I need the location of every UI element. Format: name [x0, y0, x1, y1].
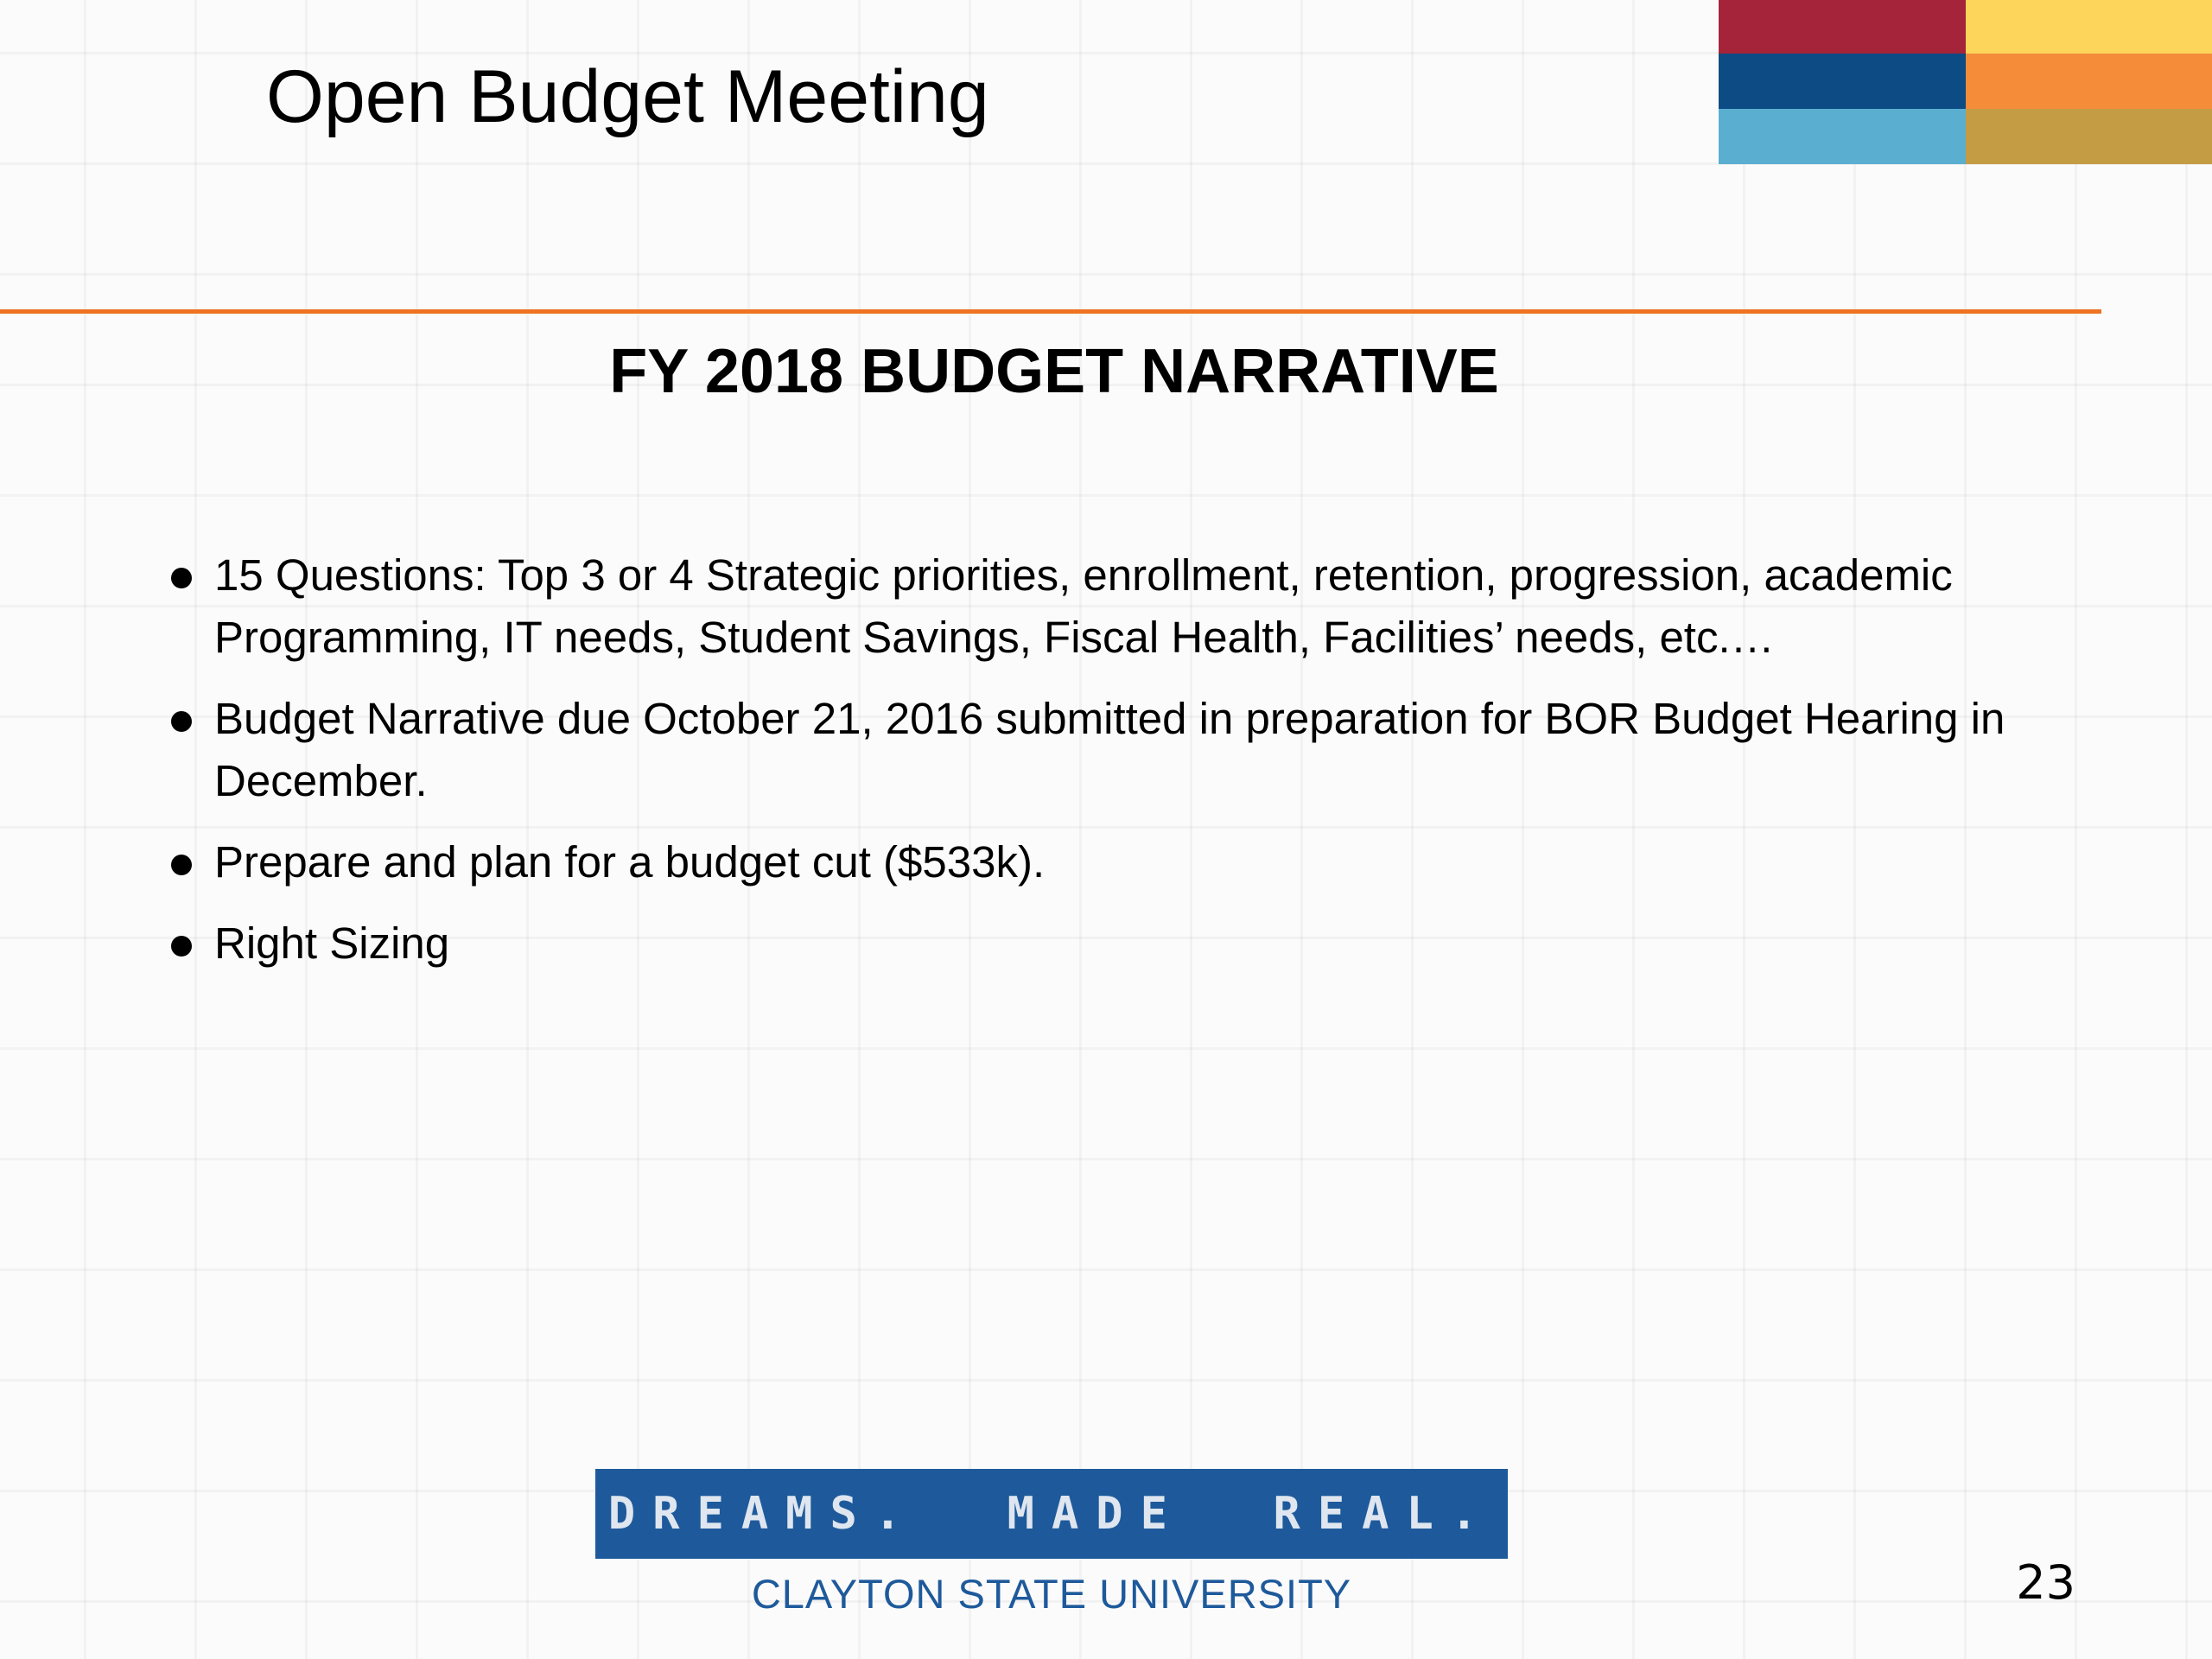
color-block-crimson — [1719, 0, 1966, 54]
bullet-dot-icon — [171, 568, 192, 588]
bullet-text: Right Sizing — [214, 918, 450, 968]
bullet-list — [164, 544, 2100, 994]
color-block-navy — [1719, 54, 1966, 109]
color-block-orange — [1966, 54, 2212, 109]
bullet-dot-icon — [171, 936, 192, 957]
bullet-text: Budget Narrative due October 21, 2016 submitted in preparation for BOR Budget Hearing in December. — [214, 694, 2005, 805]
bullet-item — [164, 831, 2100, 893]
slogan-text: DREAMS. MADE REAL. — [607, 1488, 1496, 1540]
bullet-item — [164, 544, 2100, 669]
bullet-item — [164, 688, 2100, 812]
bullet-item — [164, 912, 2100, 975]
color-block-yellow — [1966, 0, 2212, 54]
university-name: CLAYTON STATE UNIVERSITY — [751, 1571, 1352, 1617]
section-heading: FY 2018 BUDGET NARRATIVE — [609, 337, 1499, 406]
decorative-color-blocks — [1719, 0, 2212, 164]
color-block-lightblue — [1719, 109, 1966, 164]
page-number: 23 — [2016, 1555, 2075, 1610]
bullet-text: 15 Questions: Top 3 or 4 Strategic priorities, enrollment, retention, progression, academic Programming, IT needs, Student Savings, Fiscal Health, Facilities’ needs, etc.… — [214, 550, 1953, 662]
bullet-dot-icon — [171, 855, 192, 875]
bullet-text: Prepare and plan for a budget cut ($533k). — [214, 837, 1046, 887]
color-block-gold — [1966, 109, 2212, 164]
bullet-dot-icon — [171, 711, 192, 732]
slogan-banner — [595, 1469, 1508, 1559]
slide-title: Open Budget Meeting — [266, 55, 989, 138]
header-divider-line — [0, 309, 2101, 314]
